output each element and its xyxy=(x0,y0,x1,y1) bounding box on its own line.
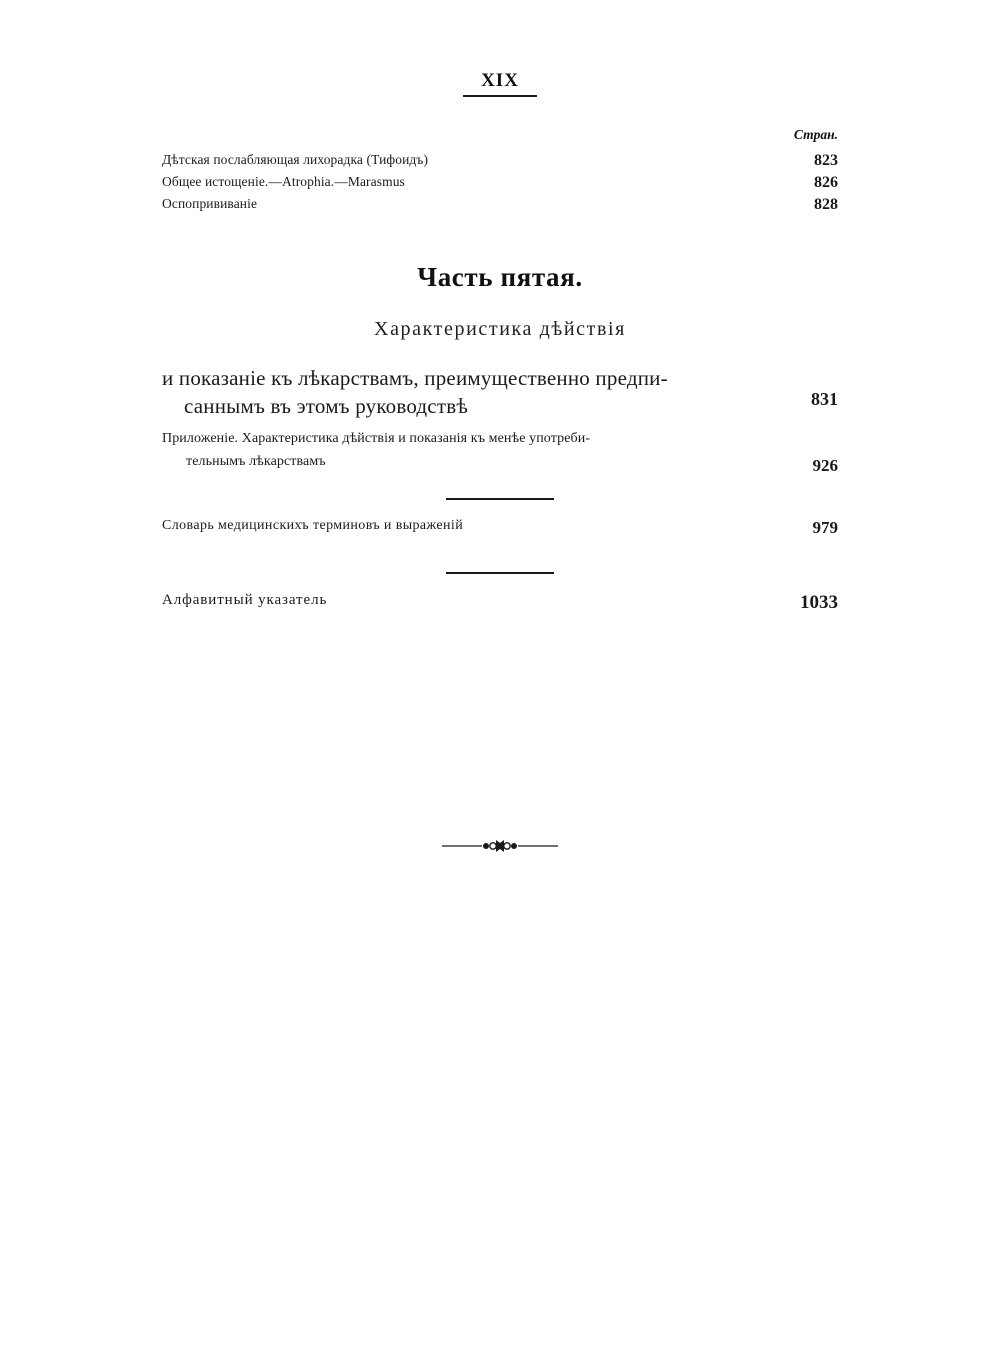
toc-entry-page: 826 xyxy=(814,174,838,191)
section-divider xyxy=(0,561,1000,579)
toc-entry[interactable] xyxy=(162,592,838,614)
section-divider xyxy=(0,487,1000,505)
toc-entry-title: Дѣтская послабляющая лихорадка (Тифоидъ) xyxy=(162,152,429,167)
toc-entry[interactable] xyxy=(162,365,838,420)
toc-entry-page: 831 xyxy=(811,389,838,409)
toc-entry-title: Оспопрививаніе xyxy=(162,196,258,211)
part-title: Часть пятая. xyxy=(417,262,583,292)
toc-entry-title-line2: тельнымъ лѣкарствамъ xyxy=(186,453,326,469)
toc-entry-title: Алфавитный указатель xyxy=(162,592,328,608)
toc-entry-page: 1033 xyxy=(800,592,838,613)
toc-entry-page: 926 xyxy=(812,456,838,475)
toc-entry[interactable] xyxy=(162,196,838,214)
folio xyxy=(0,70,1000,97)
toc-entry-page: 823 xyxy=(814,152,838,169)
toc-entry-page: 979 xyxy=(812,518,838,537)
toc-section-appendix xyxy=(162,428,838,476)
toc-entry-title-line1: и показаніе къ лѣкарствамъ, преимущественно предпи- xyxy=(162,366,668,390)
toc-section-top xyxy=(162,152,838,218)
toc-entry-title: Общее истощеніе.—Atrophia.—Marasmus xyxy=(162,174,405,189)
toc-section-glossary xyxy=(162,518,838,538)
toc-section-index xyxy=(162,592,838,614)
toc-entry-page: 828 xyxy=(814,196,838,213)
part-subtitle: Характеристика дѣйствія xyxy=(374,318,626,340)
toc-section-main xyxy=(162,365,838,420)
ornament-icon xyxy=(0,838,1000,854)
toc-entry-title xyxy=(162,365,811,420)
toc-entry-title: Словарь медицинскихъ терминовъ и выраженій xyxy=(162,518,464,533)
folio-rule xyxy=(463,95,537,97)
page-number: XIX xyxy=(481,70,519,91)
toc-entry-title-line2: саннымъ въ этомъ руководствѣ xyxy=(184,393,468,418)
toc-entry[interactable] xyxy=(162,428,838,476)
toc-entry-title-line1: Приложеніе. Характеристика дѣйствія и показанія къ менѣе употреби- xyxy=(162,431,591,446)
toc-entry[interactable] xyxy=(162,174,838,192)
toc-entry-title xyxy=(162,428,813,473)
toc-entry[interactable] xyxy=(162,152,838,170)
toc-entry[interactable] xyxy=(162,518,838,538)
column-header-pages: Стран. xyxy=(793,127,838,142)
